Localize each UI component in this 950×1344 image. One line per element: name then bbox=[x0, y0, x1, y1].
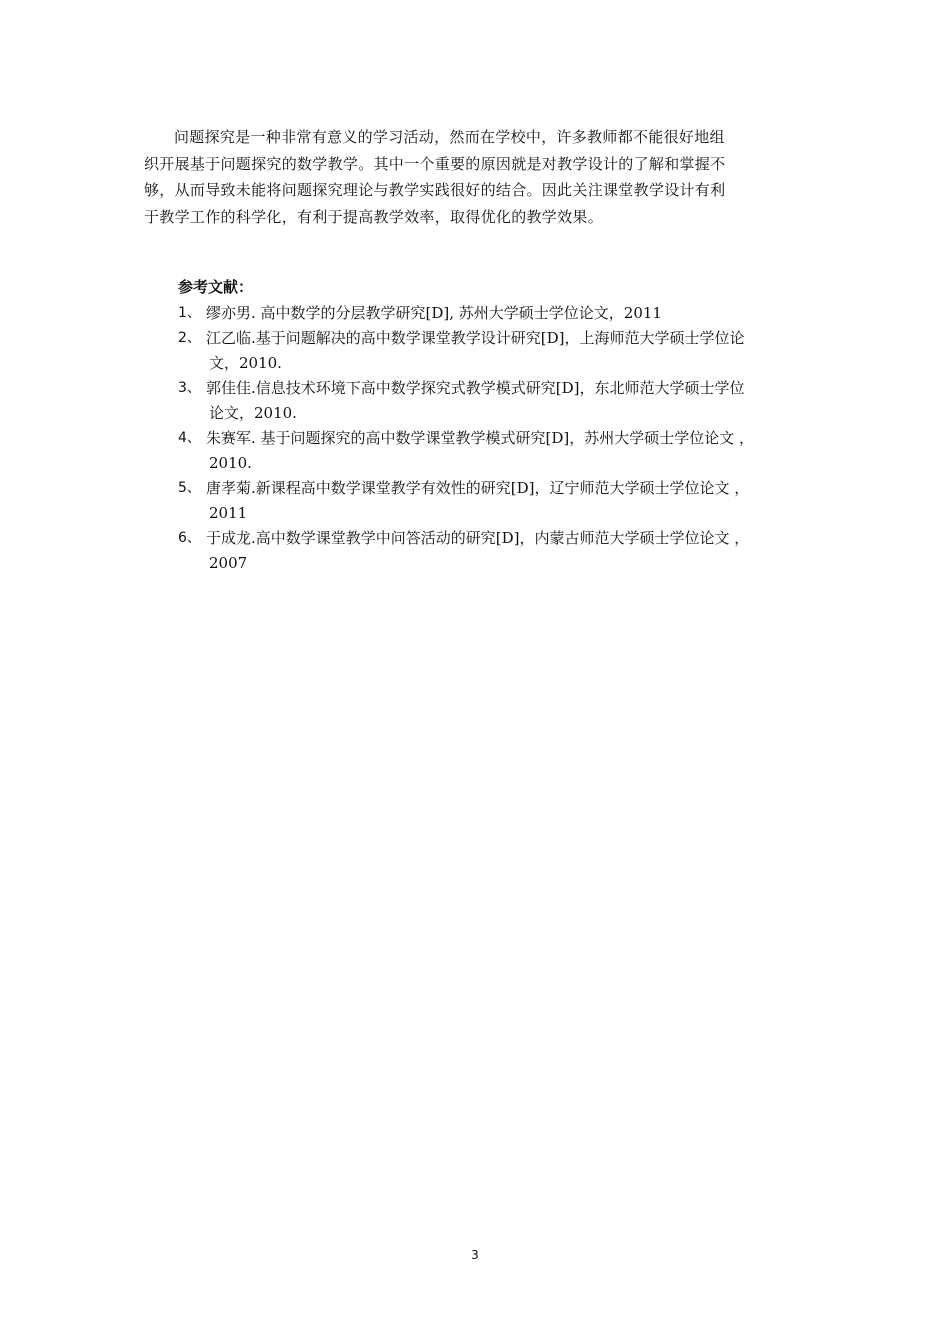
reference-text: 唐孝菊.新课程高中数学课堂教学有效性的研究[D]，辽宁师范大学硕士学位论文 ， bbox=[206, 479, 750, 497]
paragraph-line: 织开展基于问题探究的数学教学。其中一个重要的原因就是对教学设计的了解和掌握不 bbox=[144, 154, 726, 173]
page-number: 3 bbox=[471, 1248, 479, 1262]
body-paragraph bbox=[144, 124, 796, 230]
reference-text: 江乙临.基于问题解决的高中数学课堂教学设计研究[D]，上海师范大学硕士学位论 bbox=[206, 329, 745, 347]
reference-text: 朱赛军. 基于问题探究的高中数学课堂教学模式研究[D]，苏州大学硕士学位论文 ， bbox=[206, 429, 755, 447]
reference-number: 3、 bbox=[178, 380, 201, 396]
paragraph-line: 问题探究是一种非常有意义的学习活动，然而在学校中，许多教师都不能很好地组 bbox=[174, 128, 725, 146]
reference-number: 5、 bbox=[178, 480, 201, 496]
reference-text: 缪亦男. 高中数学的分层教学研究[D], 苏州大学硕士学位论文，2011 bbox=[206, 304, 662, 322]
reference-text-continued: 文，2010. bbox=[209, 354, 282, 372]
reference-number: 2、 bbox=[178, 330, 201, 346]
reference-item bbox=[178, 326, 828, 376]
references-section bbox=[178, 276, 828, 576]
paragraph-line: 于教学工作的科学化，有利于提高教学效率，取得优化的教学效果。 bbox=[144, 207, 604, 226]
reference-item bbox=[178, 301, 828, 326]
reference-item bbox=[178, 376, 828, 426]
reference-text-continued: 2010. bbox=[209, 454, 252, 472]
reference-number: 6、 bbox=[178, 530, 201, 546]
reference-text: 郭佳佳.信息技术环境下高中数学探究式教学模式研究[D]，东北师范大学硕士学位 bbox=[206, 379, 745, 397]
reference-item bbox=[178, 476, 828, 526]
reference-text: 于成龙.高中数学课堂教学中问答活动的研究[D]，内蒙古师范大学硕士学位论文 ， bbox=[206, 529, 750, 547]
reference-text-continued: 2011 bbox=[209, 504, 248, 522]
reference-text-continued: 论文，2010. bbox=[209, 404, 297, 422]
reference-number: 4、 bbox=[178, 430, 201, 446]
reference-number: 1、 bbox=[178, 305, 201, 321]
reference-text-continued: 2007 bbox=[209, 554, 248, 572]
paragraph-line: 够，从而导致未能将问题探究理论与教学实践很好的结合。因此关注课堂教学设计有利 bbox=[144, 181, 726, 199]
references-heading: 参考文献： bbox=[178, 278, 254, 296]
reference-item bbox=[178, 526, 828, 576]
reference-item bbox=[178, 426, 828, 476]
